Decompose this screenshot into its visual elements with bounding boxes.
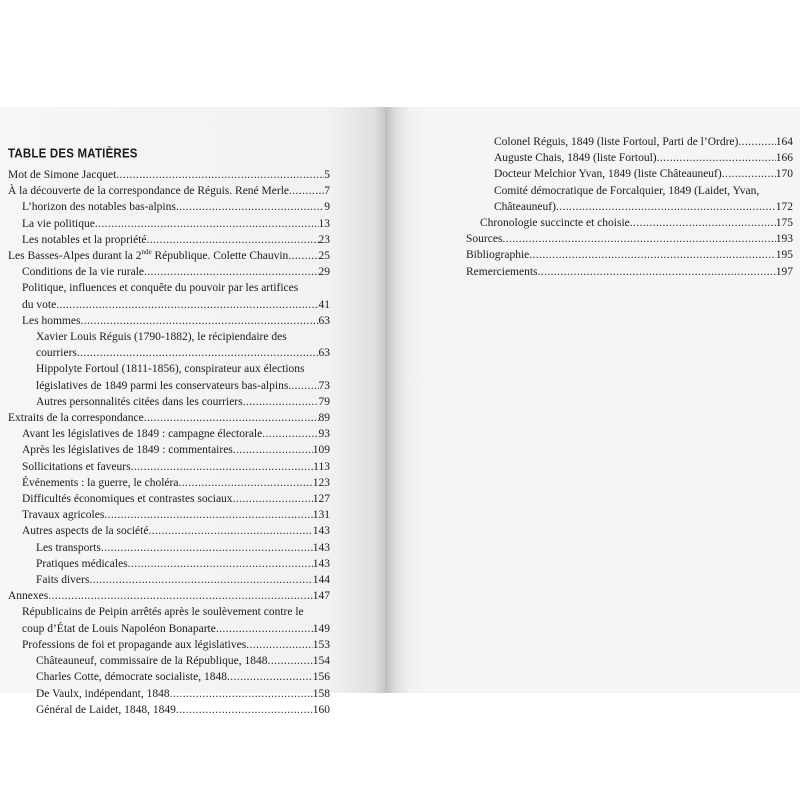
toc-entry-title: À la découverte de la correspondance de Réguis. René Merle [8, 185, 289, 198]
toc-entry [22, 604, 330, 636]
dot-leader [56, 297, 318, 313]
toc-page-number: 23 [318, 233, 330, 246]
toc-entry [36, 540, 330, 556]
dot-leader [630, 215, 776, 231]
toc-page-number: 195 [775, 249, 793, 262]
toc-heading: TABLE DES MATIÈRES [8, 147, 138, 161]
toc-page-number: 172 [775, 200, 793, 213]
toc-entry [36, 361, 330, 393]
toc-page-number: 156 [312, 671, 330, 684]
toc-page-number: 25 [318, 250, 330, 263]
toc-entry [36, 329, 330, 361]
toc-page-number: 41 [318, 298, 330, 311]
toc-page-number: 160 [312, 703, 330, 716]
toc-entry-title: Docteur Melchior Yvan, 1849 (liste Châteauneuf) [494, 168, 722, 181]
toc-page-number: 79 [318, 395, 330, 408]
toc-page-number: 5 [324, 169, 330, 181]
toc-entry-title: Châteauneuf) [494, 200, 556, 213]
toc-page-number: 131 [312, 509, 330, 522]
toc-page-number: 143 [312, 525, 330, 538]
toc-page-number: 89 [318, 412, 330, 425]
toc-page-number: 29 [318, 266, 330, 279]
dot-leader [144, 264, 319, 280]
dot-leader [77, 345, 319, 361]
toc-page-number: 166 [775, 152, 793, 165]
toc-entry-title: Auguste Chais, 1849 (liste Fortoul) [494, 152, 657, 165]
dot-leader [538, 264, 776, 280]
dot-leader [89, 572, 312, 588]
toc-entry-title: du vote [22, 298, 57, 311]
toc-entry [466, 264, 793, 280]
toc-entry-title: Sources [466, 233, 503, 246]
dot-leader [176, 702, 313, 718]
toc-page-number: 175 [775, 217, 793, 230]
toc-entry [22, 523, 330, 539]
toc-entry [466, 247, 793, 263]
dot-leader [170, 686, 313, 702]
toc-entry-title: Avant les législatives de 1849 : campagne électorale [22, 428, 263, 441]
dot-leader [738, 134, 775, 150]
toc-page-number: 127 [312, 493, 330, 506]
toc-page-number: 113 [313, 460, 330, 473]
toc-entry-title: L’horizon des notables bas-alpins [22, 201, 176, 214]
toc-entry-title: Colonel Réguis, 1849 (liste Fortoul, Parti de l’Ordre) [494, 136, 739, 148]
toc-page-number: 164 [775, 136, 793, 148]
toc-entry-title: Pratiques médicales [36, 557, 128, 570]
toc-page-number: 158 [312, 687, 330, 700]
toc-right-column [466, 134, 793, 280]
toc-page-number: 154 [312, 655, 330, 668]
toc-left-column [8, 167, 330, 718]
dot-leader [104, 507, 312, 523]
toc-entry [36, 669, 330, 685]
toc-entry [36, 702, 330, 718]
dot-leader [233, 442, 313, 458]
toc-entry-title: Les notables et la propriété [22, 233, 147, 246]
toc-entry-title: Faits divers [36, 574, 90, 587]
toc-entry-title: Autres aspects de la société [22, 525, 149, 538]
toc-entry [494, 166, 793, 182]
toc-entry [36, 394, 330, 410]
toc-entry [22, 459, 330, 475]
toc-entry [8, 410, 330, 426]
toc-entry [22, 313, 330, 329]
toc-entry-title-line: Politique, influences et conquête du pouvoir par les artifices [22, 282, 299, 295]
toc-entry-title: Travaux agricoles [22, 509, 105, 522]
toc-entry-title: Les Basses-Alpes durant la 2nde République. Colette Chauvin [8, 248, 289, 263]
dot-leader [216, 621, 313, 637]
toc-entry-title: Bibliographie [466, 249, 530, 262]
dot-leader [116, 167, 324, 183]
toc-entry [22, 426, 330, 442]
toc-entry [480, 215, 793, 231]
toc-entry-title-line: Hippolyte Fortoul (1811-1856), conspirateur aux élections [36, 363, 305, 376]
toc-entry [22, 442, 330, 458]
toc-page-number: 143 [312, 557, 330, 570]
toc-entry [36, 556, 330, 572]
dot-leader [233, 491, 313, 507]
toc-entry-title: Événements : la guerre, le choléra [22, 476, 179, 489]
dot-leader [243, 394, 319, 410]
toc-entry-title: coup d’État de Louis Napoléon Bonaparte [22, 622, 216, 635]
toc-entry [36, 572, 330, 588]
toc-entry-title: Autres personnalités citées dans les courriers [36, 395, 243, 408]
toc-entry [8, 248, 330, 264]
toc-entry-title: Difficultés économiques et contrastes sociaux [22, 493, 233, 506]
toc-page-number: 9 [324, 201, 330, 214]
dot-leader [246, 637, 313, 653]
toc-entry-title: Professions de foi et propagande aux législatives [22, 638, 247, 651]
toc-entry-title: courriers [36, 347, 77, 360]
dot-leader [80, 313, 318, 329]
toc-entry [22, 637, 330, 653]
toc-entry-title: Général de Laidet, 1848, 1849 [36, 703, 176, 716]
dot-leader [131, 459, 314, 475]
toc-entry-title: Les hommes [22, 314, 81, 327]
toc-entry [8, 167, 330, 183]
toc-page-number: 13 [318, 217, 330, 230]
toc-entry [22, 491, 330, 507]
toc-page-number: 149 [312, 622, 330, 635]
toc-page-number: 170 [775, 168, 793, 181]
dot-leader [144, 410, 319, 426]
toc-entry-title-line: Xavier Louis Réguis (1790-1882), le récipiendaire des [36, 331, 287, 344]
toc-entry [22, 232, 330, 248]
toc-page-number: 109 [312, 444, 330, 457]
toc-entry [494, 183, 793, 215]
dot-leader [95, 216, 319, 232]
toc-entry [494, 150, 793, 166]
dot-leader [288, 248, 318, 264]
dot-leader [227, 669, 313, 685]
toc-page-number: 73 [318, 379, 330, 392]
toc-entry [466, 231, 793, 247]
toc-page-number: 63 [318, 347, 330, 360]
toc-entry [22, 264, 330, 280]
dot-leader [722, 166, 776, 182]
toc-entry [22, 507, 330, 523]
toc-page-number: 153 [312, 638, 330, 651]
dot-leader [148, 523, 312, 539]
toc-entry [22, 199, 330, 215]
toc-entry [36, 686, 330, 702]
toc-entry [8, 588, 330, 604]
dot-leader [556, 199, 776, 215]
dot-leader [178, 475, 312, 491]
toc-page-number: 144 [312, 574, 330, 587]
toc-entry [22, 216, 330, 232]
toc-entry-title: Annexes [8, 590, 49, 603]
toc-entry-title: Extraits de la correspondance [8, 412, 144, 425]
dot-leader [268, 653, 313, 669]
dot-leader [291, 378, 318, 394]
toc-page-number: 123 [312, 476, 330, 489]
toc-page-number: 147 [312, 590, 330, 603]
toc-entry-title: législatives de 1849 parmi les conservateurs bas-alpins. [36, 379, 292, 392]
toc-entry-title: La vie politique [22, 217, 95, 230]
toc-entry [36, 653, 330, 669]
dot-leader [48, 588, 313, 604]
toc-entry [22, 280, 330, 312]
toc-entry-title: Charles Cotte, démocrate socialiste, 1848 [36, 671, 227, 684]
toc-entry-title-line: Républicains de Peipin arrêtés après le soulèvement contre le [22, 606, 304, 619]
toc-entry-title: Conditions de la vie rurale [22, 266, 144, 279]
toc-page-number: 93 [318, 428, 330, 441]
toc-entry [22, 475, 330, 491]
toc-entry-title: Châteauneuf, commissaire de la République, 1848 [36, 655, 268, 668]
dot-leader [101, 540, 313, 556]
toc-entry-title: Chronologie succincte et choisie [480, 217, 630, 230]
toc-entry-title: Après les législatives de 1849 : commentaires [22, 444, 233, 457]
dot-leader [176, 199, 324, 215]
dot-leader [147, 232, 319, 248]
toc-page-number: 63 [318, 314, 330, 327]
dot-leader [502, 231, 775, 247]
toc-entry [494, 134, 793, 150]
toc-entry-title: Remerciements [466, 265, 538, 278]
dot-leader [657, 150, 776, 166]
toc-entry-title: De Vaulx, indépendant, 1848 [36, 687, 170, 700]
dot-leader [529, 247, 776, 263]
toc-entry-title: Sollicitations et faveurs [22, 460, 131, 473]
dot-leader [289, 183, 324, 199]
book-gutter [385, 107, 425, 693]
toc-entry-title: Les transports [36, 541, 101, 554]
toc-entry-title: Mot de Simone Jacquet [8, 169, 117, 181]
toc-page-number: 7 [324, 185, 330, 198]
toc-page-number: 193 [775, 233, 793, 246]
toc-entry-title-line: Comité démocratique de Forcalquier, 1849 (Laidet, Yvan, [494, 184, 760, 197]
toc-entry [8, 183, 330, 199]
toc-page-number: 197 [775, 265, 793, 278]
toc-page-number: 143 [312, 541, 330, 554]
dot-leader [262, 426, 318, 442]
dot-leader [128, 556, 313, 572]
